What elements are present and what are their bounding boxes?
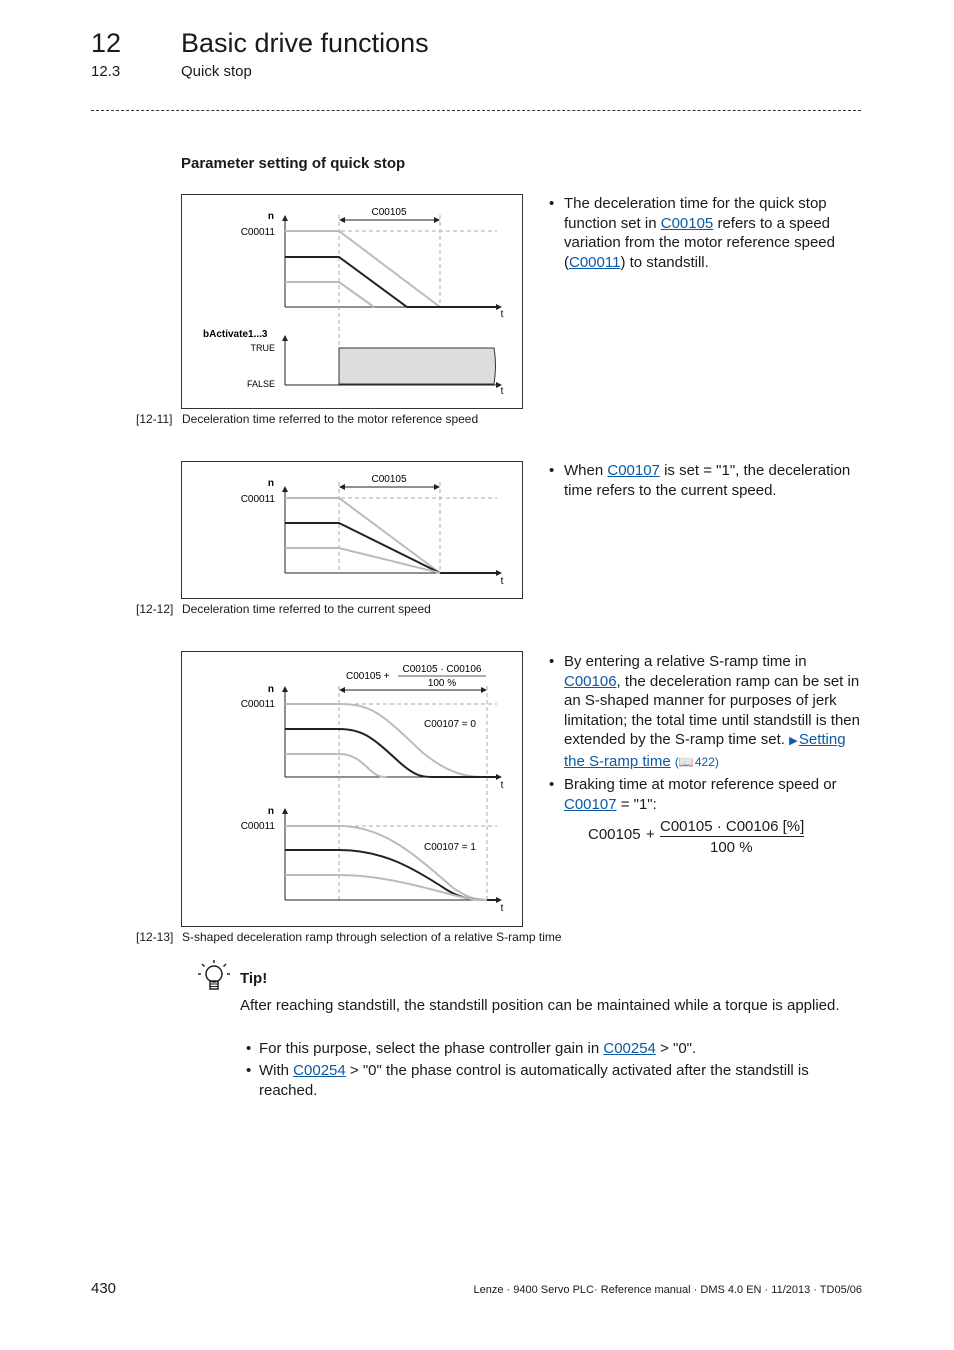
link-c00107[interactable]: C00107: [607, 462, 660, 479]
fig1-false-label: FALSE: [246, 379, 275, 389]
caption-text: Deceleration time referred to the current speed: [182, 602, 431, 616]
fig3-case0: C00107 = 0: [424, 719, 476, 730]
fig3-frac-den: 100 %: [427, 678, 457, 689]
fig1-c00105-label: C00105: [371, 207, 407, 218]
bullet-deceleration-time: • The deceleration time for the quick stop function set in C00105 refers to a speed variation from the motor reference speed (C00011) to standstill.: [549, 195, 835, 271]
link-c00107-b[interactable]: C00107: [564, 795, 617, 813]
link-c00106[interactable]: C00106: [564, 672, 617, 690]
triangle-right-icon: ▶: [789, 735, 798, 747]
link-c00254[interactable]: C00254: [603, 1040, 656, 1057]
tip-title: Tip!: [240, 970, 268, 987]
figure-12-12-caption: [136, 602, 431, 616]
link-c00105[interactable]: C00105: [660, 214, 714, 232]
tip-bullet-1: • For this purpose, select the phase controller gain in C00254 > "0".: [246, 1040, 697, 1057]
page-number: 430: [91, 1280, 117, 1297]
figure-12-13: [181, 651, 523, 927]
fig3-c00011-bottom: C00011: [240, 821, 275, 832]
book-icon: 📖: [678, 754, 694, 769]
chapter-number: 12: [91, 28, 122, 58]
fig1-t2-label: t: [500, 386, 504, 397]
fig1-n-label: n: [267, 211, 274, 222]
fig3-n-top: n: [267, 684, 274, 695]
fig2-c00011-label: C00011: [240, 494, 275, 505]
caption-number: [12-11]: [136, 412, 173, 426]
fig3-sum-left: C00105 +: [346, 671, 390, 682]
fig3-t-top: t: [500, 780, 504, 791]
bullet-current-speed: • When C00107 is set = "1", the deceleration time refers to the current speed.: [549, 462, 851, 499]
section-title: Quick stop: [181, 63, 252, 80]
caption-number: [12-12]: [136, 602, 174, 616]
fig3-c00011-top: C00011: [240, 699, 275, 710]
lightbulb-icon: [196, 958, 232, 994]
caption-number: [12-13]: [136, 930, 174, 944]
figure-12-11: [181, 194, 523, 409]
fig1-t-label: t: [500, 309, 504, 320]
caption-text: S-shaped deceleration ramp through selection of a relative S-ramp time: [182, 930, 562, 944]
fig3-case1: C00107 = 1: [424, 842, 476, 853]
fig1-c00011-label: C00011: [240, 227, 275, 238]
section-number: 12.3: [91, 63, 121, 80]
figure-12-12: [181, 461, 523, 599]
chapter-title: Basic drive functions: [181, 28, 429, 58]
figure-12-13-caption: [136, 930, 562, 944]
fig3-n-bottom: n: [267, 806, 274, 817]
link-c00011[interactable]: C00011: [569, 253, 621, 271]
bullet-s-ramp: • By entering a relative S-ramp time in C00106, the deceleration ramp can be set in an S-shaped manner for purposes of jerk limitation; the total time until standstill is then extended by the S-ramp time set. ▶ Setting the S-ramp time (📖 422): [549, 653, 860, 770]
link-c00254-b[interactable]: C00254: [293, 1062, 346, 1079]
bullet-braking-time: • Braking time at motor reference speed or C00107 = "1":: [549, 776, 837, 813]
tip-bullet-2: • With C00254 > "0" the phase control is automatically activated after the standstill is reached.: [246, 1062, 809, 1099]
fig1-signal-label: bActivate1...3: [203, 329, 268, 340]
figure-12-11-caption: [136, 412, 478, 426]
xref-s-ramp[interactable]: ▶ Setting the S-ramp time (📖 422): [564, 731, 846, 770]
fig3-t-bottom: t: [500, 903, 504, 914]
header-divider: [91, 110, 861, 111]
document-info: Lenze · 9400 Servo PLC· Reference manual · DMS 4.0 EN · 11/2013 · TD05/06: [473, 1284, 862, 1296]
braking-time-formula: C00105 + C00105 · C00106 [%] 100 %: [588, 818, 805, 856]
fig2-t-label: t: [500, 576, 504, 587]
fig3-frac-num: C00105 · C00106: [402, 664, 482, 675]
fig2-c00105-label: C00105: [371, 474, 407, 485]
fig2-n-label: n: [267, 478, 274, 489]
tip-paragraph: After reaching standstill, the standstill position can be maintained while a torque is applied.: [240, 997, 840, 1014]
subsection-heading: Parameter setting of quick stop: [181, 155, 406, 172]
caption-text: Deceleration time referred to the motor reference speed: [182, 412, 479, 426]
fig1-true-label: TRUE: [250, 343, 275, 353]
